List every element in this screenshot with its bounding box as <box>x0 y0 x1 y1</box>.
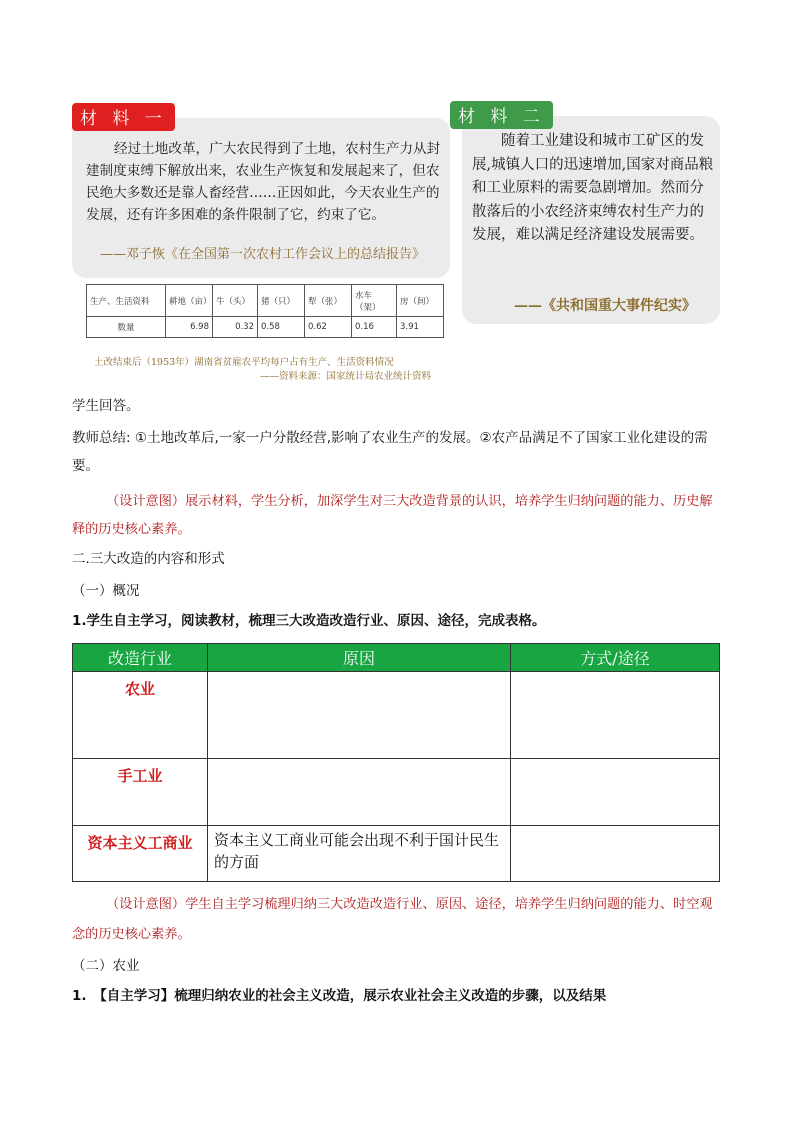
reform-table-header: 原因 <box>208 644 511 672</box>
reform-table-header-row <box>73 644 720 672</box>
data-table-cell: 0.16 <box>352 317 397 338</box>
data-table-header: 犁（张） <box>305 285 352 317</box>
design-intent-2: （设计意图）学生自主学习梳理归纳三大改造改造行业、原因、途径，培养学生归纳问题的能力、时空观念的历史核心素养。 <box>72 897 713 942</box>
data-table <box>86 284 444 338</box>
reason-cell[interactable] <box>208 759 511 826</box>
reform-table-header: 改造行业 <box>73 644 208 672</box>
material2-source: ——《共和国重大事件纪实》 <box>514 298 696 314</box>
task1-instruction: 1.学生自主学习，阅读教材，梳理三大改造改造行业、原因、途径，完成表格。 <box>72 613 546 629</box>
task2-instruction: 1. 【自主学习】梳理归纳农业的社会主义改造，展示农业社会主义改造的步骤，以及结果 <box>72 988 607 1004</box>
material2-text: 随着工业建设和城市工矿区的发展,城镇人口的迅速增加,国家对商品粮和工业原料的需要急剧增加。然而分散落后的小农经济束缚农村生产力的发展，难以满足经济建设发展需要。 <box>472 133 714 243</box>
data-table-cell: 0.32 <box>213 317 258 338</box>
material1-source: ——邓子恢《在全国第一次农村工作会议上的总结报告》 <box>100 247 426 262</box>
data-table-header: 猪（只） <box>258 285 305 317</box>
material1-tag: 材 料 一 <box>72 103 175 131</box>
reason-cell[interactable]: 资本主义工商业可能会出现不利于国计民生的方面 <box>208 826 511 882</box>
data-table-header-row <box>87 285 444 317</box>
industry-cell: 资本主义工商业 <box>73 826 208 882</box>
data-table-cell: 6.98 <box>166 317 213 338</box>
student-answer: 学生回答。 <box>72 398 140 414</box>
industry-cell: 手工业 <box>73 759 208 826</box>
data-table-caption: 土改结束后（1953年）湖南省贫雇农平均每户占有生产、生活资料情况 <box>94 357 394 368</box>
reform-table <box>72 643 720 882</box>
data-table-header: 水车（架） <box>352 285 397 317</box>
industry-cell: 农业 <box>73 672 208 759</box>
method-cell[interactable] <box>511 826 720 882</box>
reason-cell[interactable] <box>208 672 511 759</box>
data-table-cell: 0.62 <box>305 317 352 338</box>
data-table-header: 牛（头） <box>213 285 258 317</box>
data-table-cell: 3.91 <box>397 317 444 338</box>
reform-table-row <box>73 672 720 759</box>
data-table-source: ——资料来源：国家统计局农业统计资料 <box>260 371 432 382</box>
reform-table-row <box>73 759 720 826</box>
data-table-header: 房（间） <box>397 285 444 317</box>
reform-table-row <box>73 826 720 882</box>
subsection1-title: （一）概况 <box>72 583 140 599</box>
reform-table-header: 方式/途径 <box>511 644 720 672</box>
material1-text: 经过土地改革，广大农民得到了土地，农村生产力从封建制度束缚下解放出来，农业生产恢复和发展起来了，但农民绝大多数还是靠人畜经营……正因如此，今天农业生产的发展，还有许多困难的条件限制了它，约束了它。 <box>86 141 441 223</box>
data-table-row <box>87 317 444 338</box>
material2-tag: 材 料 二 <box>450 101 553 129</box>
method-cell[interactable] <box>511 759 720 826</box>
teacher-summary: 教师总结: ①土地改革后,一家一户分散经营,影响了农业生产的发展。②农产品满足不了国家工业化建设的需要。 <box>72 430 708 474</box>
design-intent-1: （设计意图）展示材料，学生分析，加深学生对三大改造背景的认识，培养学生归纳问题的能力、历史解释的历史核心素养。 <box>72 494 713 537</box>
data-table-header: 生产、生活资料 <box>87 285 166 317</box>
data-table-header: 耕地（亩） <box>166 285 213 317</box>
data-table-cell: 0.58 <box>258 317 305 338</box>
section2-title: 二.三大改造的内容和形式 <box>72 551 225 567</box>
method-cell[interactable] <box>511 672 720 759</box>
subsection2-title: （二）农业 <box>72 958 140 974</box>
data-table-row-label: 数量 <box>87 317 166 338</box>
